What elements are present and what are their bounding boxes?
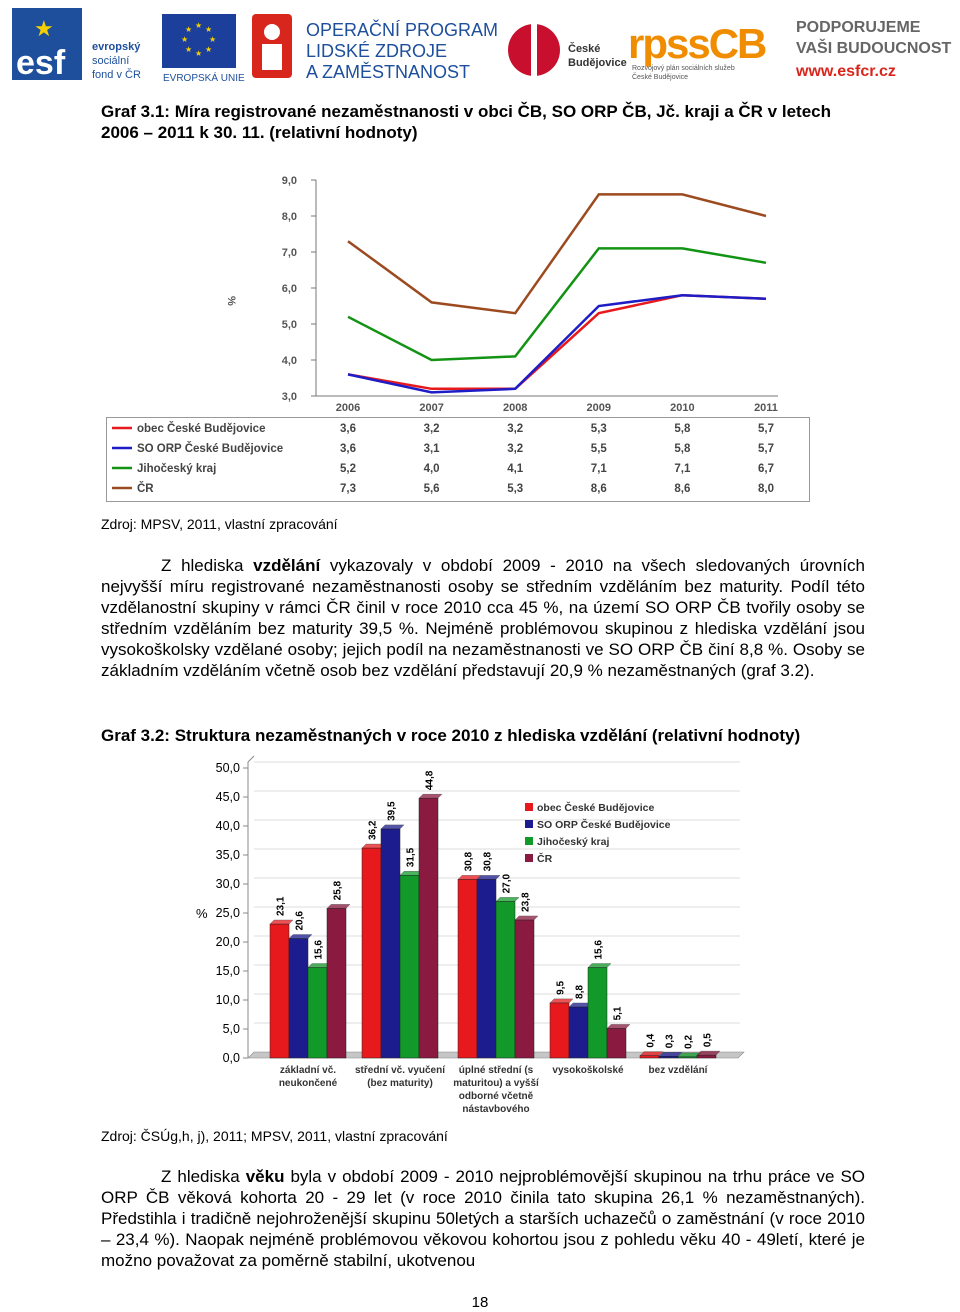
category-label: maturitou) a vyšší bbox=[453, 1078, 539, 1089]
bar-value-label: 20,6 bbox=[294, 911, 306, 931]
data-label: 6,7 bbox=[758, 463, 774, 475]
esf-logo bbox=[12, 8, 245, 84]
bar bbox=[550, 1003, 569, 1058]
legend-label: ČR bbox=[537, 853, 553, 865]
data-label: 4,1 bbox=[507, 463, 524, 475]
bar bbox=[270, 924, 289, 1058]
graph1-source: Zdroj: MPSV, 2011, vlastní zpracování bbox=[101, 516, 338, 532]
bar bbox=[289, 939, 308, 1058]
series-line bbox=[348, 295, 766, 392]
esf-text-2: sociální bbox=[92, 55, 130, 67]
data-label: 5,6 bbox=[423, 483, 440, 495]
data-label: 5,2 bbox=[340, 463, 356, 475]
bar-value-label: 23,1 bbox=[275, 896, 287, 917]
y-tick-label: 0,0 bbox=[222, 1051, 240, 1065]
header-logos bbox=[0, 0, 960, 95]
bar bbox=[569, 1007, 588, 1058]
legend-swatch bbox=[525, 803, 533, 811]
svg-text:★: ★ bbox=[181, 35, 189, 44]
data-label: 5,7 bbox=[758, 443, 774, 455]
bar-value-label: 27,0 bbox=[501, 873, 513, 894]
bar-top bbox=[550, 999, 573, 1003]
series-line bbox=[348, 295, 766, 389]
bar-value-label: 9,5 bbox=[555, 980, 567, 995]
bar-top bbox=[496, 897, 519, 901]
category-label: střední vč. vyučení bbox=[354, 1065, 446, 1076]
paragraph-age: Z hlediska věku byla v období 2009 - 2010 nejproblémovější skupinou na trhu práce ve SO ORP ČB věková kohorta 20 - 29 let (v roce 2010 činila tato skupina 26,1 % nezaměstnaných). Předstihla i tradičně nejohroženější skupinu 50letých a starších uchazečů o zaměstnání (v roce 2010 – 23,4 %). Naopak nejméně problémovou věkovou kohortou jsou z pohledu věku 40 - 49letí, které je možno považovat za poměrně stabilní, ukotvenou bbox=[101, 1167, 866, 1270]
data-label: 3,1 bbox=[423, 443, 440, 455]
y-tick-label: 30,0 bbox=[215, 877, 240, 891]
y-tick-label: 15,0 bbox=[215, 964, 240, 978]
legend-label: Jihočeský kraj bbox=[537, 836, 610, 848]
cb-text-1: České bbox=[568, 43, 601, 55]
data-label: 7,1 bbox=[674, 463, 691, 475]
paragraph-education: Z hlediska vzdělání vykazovaly v období 2009 - 2010 na všech sledovaných úrovních nejvyšší míru registrované nezaměstnanosti osoby se středním vzděláním bez maturity. Podíl této vzdělanostní skupiny v rámci ČR činil v roce 2010 cca 45 %, na území SO ORP ČB tvořily osoby se středním vzděláním bez maturity 39,5 %. Nejméně problémovou skupinou z hlediska vzdělání jsou vysokoškolsky vzdělané osoby; jejich podíl na nezaměstnanosti ve SO ORP ČB činí 8,8 %. Osoby se základním vzděláním včetně osob bez vzdělání představují 20,9 % nezaměstnaných (graf 3.2). bbox=[101, 556, 865, 680]
bar-value-label: 0,5 bbox=[702, 1033, 714, 1048]
y-tick-label: 5,0 bbox=[222, 1022, 240, 1036]
bar-value-label: 0,4 bbox=[645, 1033, 657, 1048]
cb-text-2: Budějovice bbox=[568, 57, 627, 69]
svg-text:★: ★ bbox=[34, 16, 54, 41]
svg-text:★: ★ bbox=[185, 45, 193, 54]
y-tick-label: 10,0 bbox=[215, 993, 240, 1007]
data-label: 5,8 bbox=[674, 443, 691, 455]
x-tick-label: 2011 bbox=[754, 402, 778, 414]
y-tick-label: 9,0 bbox=[281, 175, 297, 187]
bar-top bbox=[697, 1051, 720, 1055]
bar-value-label: 15,6 bbox=[593, 940, 605, 960]
bar bbox=[515, 920, 534, 1058]
category-label: odborné včetně bbox=[458, 1091, 534, 1102]
x-tick-label: 2009 bbox=[586, 402, 612, 414]
data-label: 5,3 bbox=[590, 423, 607, 435]
bar-value-label: 36,2 bbox=[367, 820, 379, 841]
op-text-1: OPERAČNÍ PROGRAM bbox=[306, 20, 499, 40]
esf-text-1: evropský bbox=[92, 41, 141, 53]
y-tick-label: 25,0 bbox=[215, 906, 240, 920]
y-tick-label: 35,0 bbox=[215, 848, 240, 862]
bar bbox=[588, 968, 607, 1058]
bar bbox=[381, 829, 400, 1058]
category-label: úplné střední (s bbox=[458, 1065, 534, 1076]
svg-text:★: ★ bbox=[195, 49, 203, 58]
bar bbox=[607, 1028, 626, 1058]
support-text-1: PODPORUJEME bbox=[796, 19, 921, 36]
data-label: 3,6 bbox=[340, 443, 356, 455]
bar bbox=[419, 798, 438, 1058]
category-label: neukončené bbox=[278, 1078, 338, 1089]
bar-top bbox=[588, 964, 611, 968]
eu-text: EVROPSKÁ UNIE bbox=[163, 73, 245, 84]
legend-label: obec České Budějovice bbox=[137, 423, 266, 435]
data-label: 8,0 bbox=[758, 483, 774, 495]
page-number: 18 bbox=[471, 1294, 489, 1311]
category-label: základní vč. bbox=[279, 1065, 337, 1076]
bar bbox=[659, 1056, 678, 1058]
data-label: 7,1 bbox=[590, 463, 607, 475]
legend-label: SO ORP České Budějovice bbox=[137, 443, 284, 455]
svg-text:★: ★ bbox=[205, 25, 213, 34]
y-tick-label: 3,0 bbox=[281, 391, 297, 403]
x-tick-label: 2010 bbox=[670, 402, 695, 414]
rpss-logo bbox=[628, 14, 783, 84]
support-url: www.esfcr.cz bbox=[796, 63, 896, 80]
bar bbox=[458, 879, 477, 1058]
bar-top bbox=[419, 794, 442, 798]
y-tick-label: 4,0 bbox=[281, 355, 297, 367]
bar-value-label: 30,8 bbox=[463, 851, 475, 872]
data-label: 3,2 bbox=[507, 443, 524, 455]
bar-top bbox=[659, 1052, 682, 1056]
y-tick-label: 50,0 bbox=[215, 761, 240, 775]
data-label: 3,6 bbox=[340, 423, 356, 435]
graph2-source: Zdroj: ČSÚg,h, j), 2011; MPSV, 2011, vlastní zpracování bbox=[101, 1128, 448, 1144]
legend-swatch bbox=[525, 837, 533, 845]
data-label: 7,3 bbox=[340, 483, 356, 495]
bar-value-label: 0,2 bbox=[683, 1034, 695, 1049]
y-tick-label: 40,0 bbox=[215, 819, 240, 833]
esf-text-3: fond v ČR bbox=[92, 69, 141, 81]
graph1-caption: Graf 3.1: Míra registrované nezaměstnanosti v obci ČB, SO ORP ČB, Jč. kraji a ČR v letech 2006 – 2011 k 30. 11. (relativní hodnoty) bbox=[101, 102, 831, 142]
legend-label: obec České Budějovice bbox=[537, 802, 655, 814]
y-tick-label: 7,0 bbox=[281, 247, 297, 259]
support-text-2: VAŠI BUDOUCNOST bbox=[796, 40, 952, 57]
y-axis-label-2: % bbox=[196, 906, 208, 921]
bar bbox=[697, 1055, 716, 1058]
data-label: 5,5 bbox=[590, 443, 607, 455]
y-tick-label: 45,0 bbox=[215, 790, 240, 804]
series-line bbox=[348, 248, 766, 360]
bar bbox=[327, 908, 346, 1058]
cb-logo bbox=[502, 12, 627, 84]
bar-chart bbox=[190, 756, 760, 1124]
category-label: nástavbového bbox=[462, 1104, 530, 1115]
bar-top bbox=[289, 935, 312, 939]
bar bbox=[477, 879, 496, 1058]
bar-value-label: 0,3 bbox=[664, 1034, 676, 1049]
bar-value-label: 8,8 bbox=[574, 985, 586, 999]
op-logo bbox=[252, 10, 499, 85]
svg-text:★: ★ bbox=[195, 21, 203, 30]
category-label: bez vzdělání bbox=[648, 1065, 708, 1076]
bar-value-label: 15,6 bbox=[313, 940, 325, 960]
y-axis-label: % bbox=[225, 296, 237, 306]
support-logo bbox=[796, 14, 956, 84]
data-label: 5,8 bbox=[674, 423, 691, 435]
data-label: 4,0 bbox=[423, 463, 440, 475]
bar-top bbox=[327, 904, 350, 908]
esf-mark: esf bbox=[16, 44, 66, 82]
y-tick-label: 20,0 bbox=[215, 935, 240, 949]
svg-text:★: ★ bbox=[209, 35, 217, 44]
category-label: vysokoškolské bbox=[552, 1065, 624, 1076]
legend-label: SO ORP České Budějovice bbox=[537, 819, 671, 831]
bar-top bbox=[515, 916, 538, 920]
bar-top bbox=[640, 1052, 663, 1056]
y-tick-label: 5,0 bbox=[281, 319, 297, 331]
rpss-sub-2: České Budějovice bbox=[632, 74, 689, 81]
bar-top bbox=[607, 1024, 630, 1028]
bar-value-label: 25,8 bbox=[332, 880, 344, 901]
legend-swatch bbox=[525, 854, 533, 862]
bar bbox=[400, 875, 419, 1058]
bar bbox=[640, 1056, 659, 1058]
graph2-caption: Graf 3.2: Struktura nezaměstnaných v roce 2010 z hlediska vzdělání (relativní hodnoty) bbox=[101, 726, 801, 745]
x-tick-label: 2007 bbox=[419, 402, 444, 414]
op-text-2: LIDSKÉ ZDROJE bbox=[306, 41, 448, 61]
bar-value-label: 39,5 bbox=[386, 801, 398, 821]
data-label: 3,2 bbox=[423, 423, 440, 435]
bar-value-label: 31,5 bbox=[405, 847, 417, 868]
line-chart bbox=[106, 168, 812, 504]
bar bbox=[308, 968, 327, 1058]
data-label: 3,2 bbox=[507, 423, 524, 435]
bar-top bbox=[477, 875, 500, 879]
rpss-mark: rpssCB bbox=[628, 20, 766, 67]
category-label: (bez maturity) bbox=[367, 1078, 433, 1089]
bar-value-label: 44,8 bbox=[424, 770, 436, 791]
data-label: 5,3 bbox=[507, 483, 524, 495]
data-label: 8,6 bbox=[674, 483, 691, 495]
legend-swatch bbox=[525, 820, 533, 828]
x-tick-label: 2006 bbox=[335, 402, 361, 414]
data-label: 5,7 bbox=[758, 423, 774, 435]
bar-top bbox=[270, 920, 293, 924]
data-label: 8,6 bbox=[590, 483, 607, 495]
legend-label: Jihočeský kraj bbox=[137, 463, 217, 475]
rpss-sub-1: Rozvojový plán sociálních služeb bbox=[632, 65, 735, 72]
svg-text:★: ★ bbox=[185, 25, 193, 34]
bar-value-label: 5,1 bbox=[612, 1006, 624, 1021]
bar-top bbox=[381, 825, 404, 829]
bar bbox=[362, 848, 381, 1058]
y-tick-label: 6,0 bbox=[281, 283, 297, 295]
bar-value-label: 30,8 bbox=[482, 851, 494, 872]
svg-text:★: ★ bbox=[205, 45, 213, 54]
y-tick-label: 8,0 bbox=[281, 211, 297, 223]
x-tick-label: 2008 bbox=[502, 402, 528, 414]
op-text-3: A ZAMĚSTNANOST bbox=[306, 62, 471, 82]
legend-label: ČR bbox=[137, 483, 154, 495]
bar-value-label: 23,8 bbox=[520, 892, 532, 912]
bar bbox=[496, 901, 515, 1058]
